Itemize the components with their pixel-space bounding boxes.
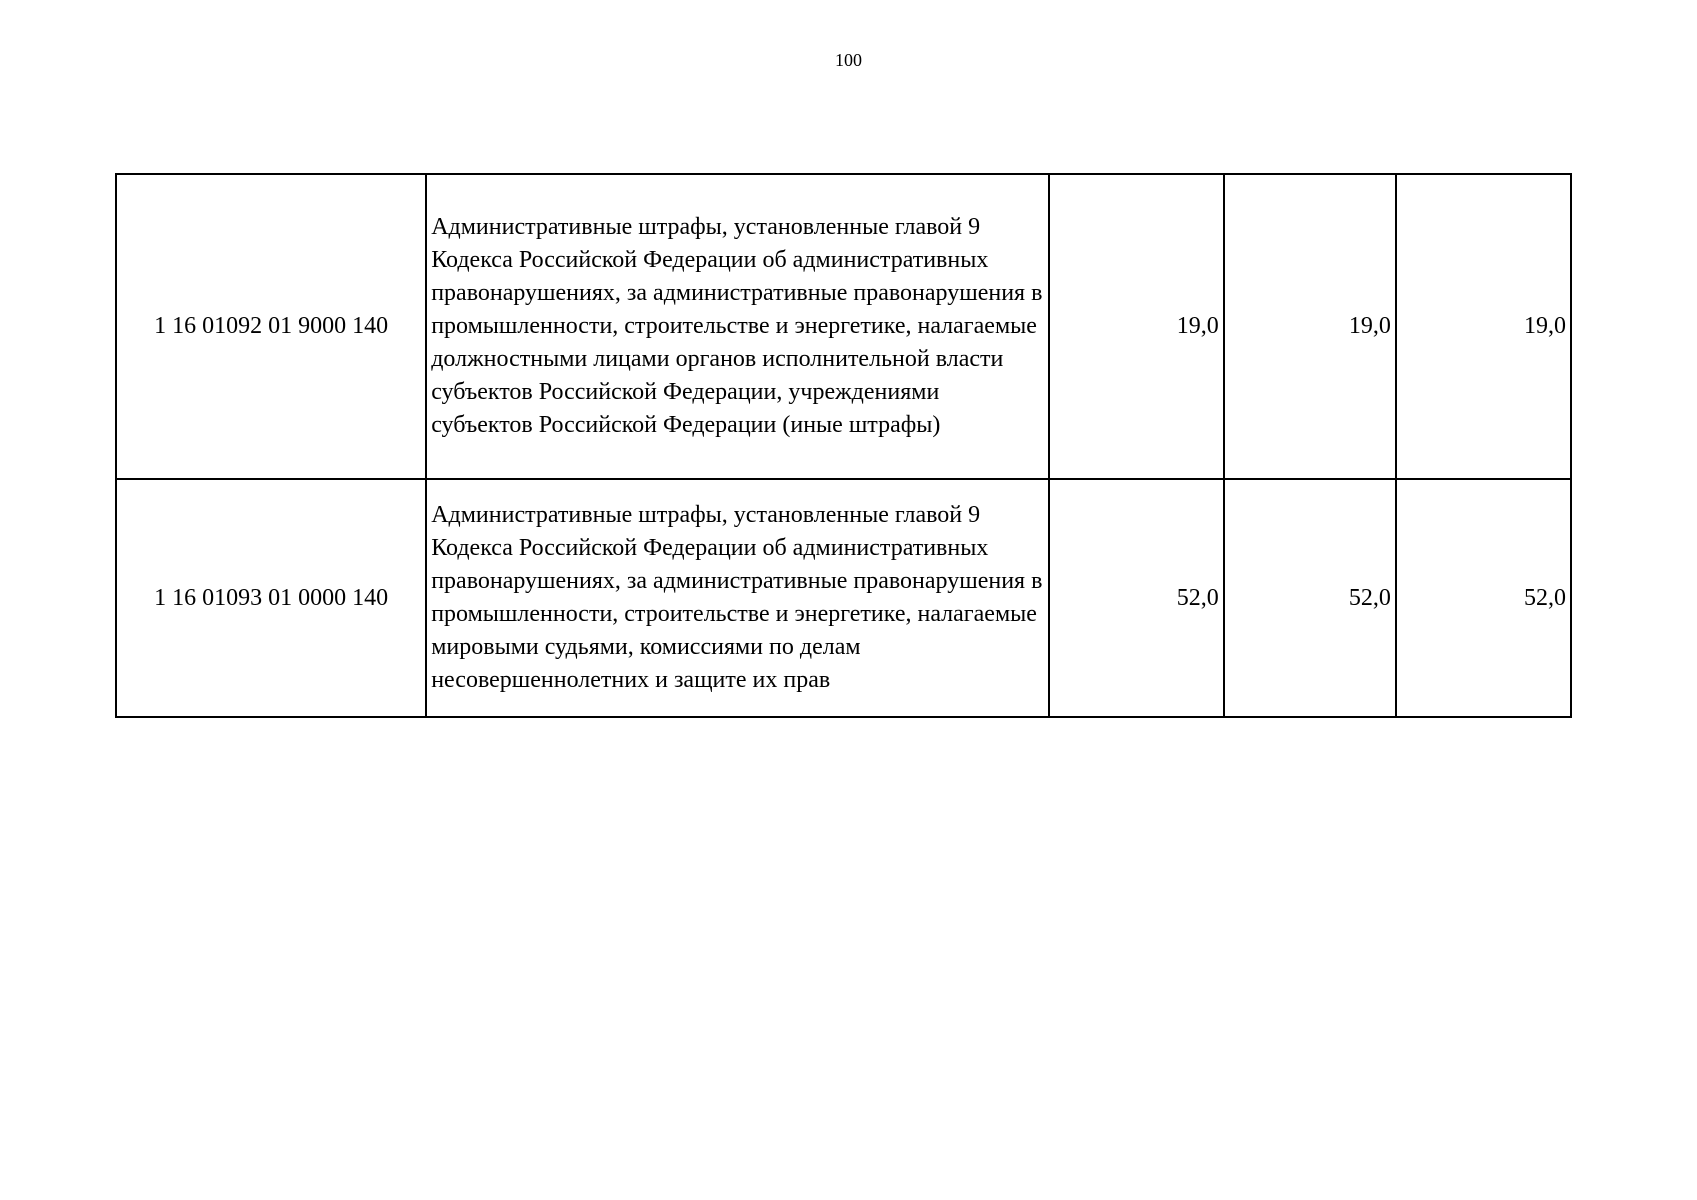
value-cell-year-3: 19,0 xyxy=(1396,174,1571,479)
budget-revenue-table xyxy=(115,173,1572,718)
description-cell: Административные штрафы, установленные главой 9 Кодекса Российской Федерации об административных правонарушениях, за административные правонарушения в промышленности, строительстве и энергетике, налагаемые должностными лицами органов исполнительной власти субъектов Российской Федерации, учреждениями субъектов Российской Федерации (иные штрафы) xyxy=(426,174,1048,479)
value-cell-year-2: 19,0 xyxy=(1224,174,1396,479)
budget-code-cell: 1 16 01093 01 0000 140 xyxy=(116,479,426,717)
value-cell-year-1: 52,0 xyxy=(1049,479,1224,717)
value-cell-year-1: 19,0 xyxy=(1049,174,1224,479)
page-number: 100 xyxy=(835,50,862,70)
table-row xyxy=(116,174,1571,479)
value-cell-year-3: 52,0 xyxy=(1396,479,1571,717)
table-row xyxy=(116,479,1571,717)
budget-code-cell: 1 16 01092 01 9000 140 xyxy=(116,174,426,479)
description-cell: Административные штрафы, установленные главой 9 Кодекса Российской Федерации об административных правонарушениях, за административные правонарушения в промышленности, строительстве и энергетике, налагаемые мировыми судьями, комиссиями по делам несовершеннолетних и защите их прав xyxy=(426,479,1048,717)
value-cell-year-2: 52,0 xyxy=(1224,479,1396,717)
